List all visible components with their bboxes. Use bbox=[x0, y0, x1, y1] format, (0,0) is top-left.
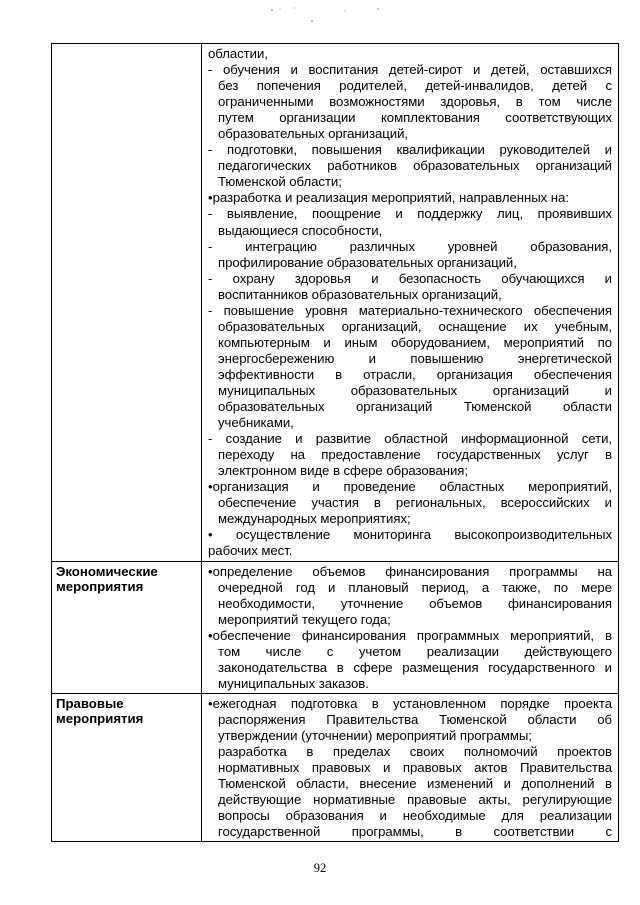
text-line: - подготовки, повышения квалификации руководителей и bbox=[208, 142, 612, 158]
measures-cell bbox=[202, 561, 619, 693]
table-row bbox=[52, 693, 619, 841]
text-line: том числе с учетом реализации действующего bbox=[218, 643, 612, 659]
text-line: без попечения родителей, детей-инвалидов, детей с bbox=[218, 78, 612, 94]
text-line: профилирование образовательных организаций, bbox=[218, 254, 517, 270]
text-line: необходимости, уточнение объемов финансирования bbox=[218, 595, 612, 611]
text-line: Тюменской области, внесение изменений и дополнений в bbox=[218, 776, 612, 792]
page-number: 92 bbox=[313, 861, 327, 875]
category-cell bbox=[52, 693, 202, 841]
text-line: действующие нормативные правовые акты, регулирующие bbox=[218, 792, 612, 808]
text-line: государственной программы, в соответствии с bbox=[218, 824, 612, 840]
text-line: законодательства в сфере размещения государственного и bbox=[218, 659, 612, 675]
text-line: энергосбережению и повышению энергетической bbox=[218, 350, 612, 366]
text-line: •обеспечение финансирования программных мероприятий, в bbox=[208, 627, 612, 643]
text-line: - охрану здоровья и безопасность обучающихся и bbox=[208, 270, 612, 286]
category-label: Экономические мероприятия bbox=[56, 563, 158, 594]
text-line: муниципальных образовательных организаций и bbox=[218, 382, 612, 398]
scan-noise-marks bbox=[250, 4, 410, 26]
text-line: - интеграцию различных уровней образования, bbox=[208, 238, 612, 254]
measures-cell bbox=[202, 693, 619, 841]
text-line: педагогических работников образовательных организаций bbox=[218, 158, 612, 174]
text-line: путем организации комплектования соответствующих bbox=[218, 110, 612, 126]
text-line: выдающиеся способности, bbox=[218, 222, 383, 238]
text-line: воспитанников образовательных организаций, bbox=[218, 286, 502, 302]
category-label: Правовые мероприятия bbox=[56, 695, 144, 727]
category-cell bbox=[52, 561, 202, 693]
text-line: - создание и развитие областной информационной сети, bbox=[208, 431, 612, 447]
text-line: образовательных организаций, bbox=[218, 126, 409, 142]
text-line: распоряжения Правительства Тюменской области об bbox=[218, 711, 612, 727]
text-line: Тюменской области; bbox=[218, 174, 342, 190]
text-line: - повышение уровня материально-технического обеспечения bbox=[208, 302, 612, 318]
text-line: эффективности в отрасли, организация обеспечения bbox=[218, 366, 612, 382]
text-line: мероприятий текущего года; bbox=[218, 611, 391, 627]
text-line: •ежегодная подготовка в установленном порядке проекта bbox=[208, 695, 612, 711]
text-line: •разработка и реализация мероприятий, направленных на: bbox=[208, 190, 569, 206]
text-line: • осуществление мониторинга высокопроизводительных bbox=[208, 527, 612, 543]
text-line: областии, bbox=[208, 46, 268, 61]
text-line: разработка в пределах своих полномочий проектов bbox=[218, 744, 612, 760]
table-row bbox=[52, 44, 619, 562]
table-row bbox=[52, 561, 619, 693]
text-line: очередной год и плановый период, а также, по мере bbox=[218, 579, 612, 595]
text-line: - выявление, поощрение и поддержку лиц, проявивших bbox=[208, 206, 612, 222]
text-line: международных мероприятиях; bbox=[218, 511, 411, 527]
category-label bbox=[52, 44, 201, 46]
text-line: обеспечение участия в региональных, всероссийских и bbox=[218, 495, 612, 511]
text-line: ограниченными возможностями здоровья, в том числе bbox=[218, 94, 612, 110]
text-line: рабочих мест. bbox=[208, 543, 293, 559]
text-line: переходу на предоставление государственных услуг в bbox=[218, 447, 612, 463]
measures-cell bbox=[202, 44, 619, 562]
text-line: вопросы образования и необходимые для реализации bbox=[218, 808, 612, 824]
text-line: муниципальных заказов. bbox=[218, 675, 369, 691]
text-line: образовательных организаций, оснащение их учебным, bbox=[218, 318, 612, 334]
text-line: электронном виде в сфере образования; bbox=[218, 463, 469, 479]
category-cell bbox=[52, 44, 202, 562]
text-line: образовательных организаций Тюменской области bbox=[218, 399, 612, 415]
text-line: компьютерным и иным оборудованием, мероприятий по bbox=[218, 334, 612, 350]
text-line: •организация и проведение областных мероприятий, bbox=[208, 479, 612, 495]
text-line: - обучения и воспитания детей-сирот и детей, оставшихся bbox=[208, 62, 612, 78]
text-line: •определение объемов финансирования программы на bbox=[208, 563, 612, 579]
text-line: учебниками, bbox=[218, 415, 294, 431]
text-line: нормативных правовых и правовых актов Правительства bbox=[218, 760, 612, 776]
text-line: утверждении (уточнении) мероприятий программы; bbox=[218, 727, 532, 743]
measures-table bbox=[51, 43, 619, 842]
